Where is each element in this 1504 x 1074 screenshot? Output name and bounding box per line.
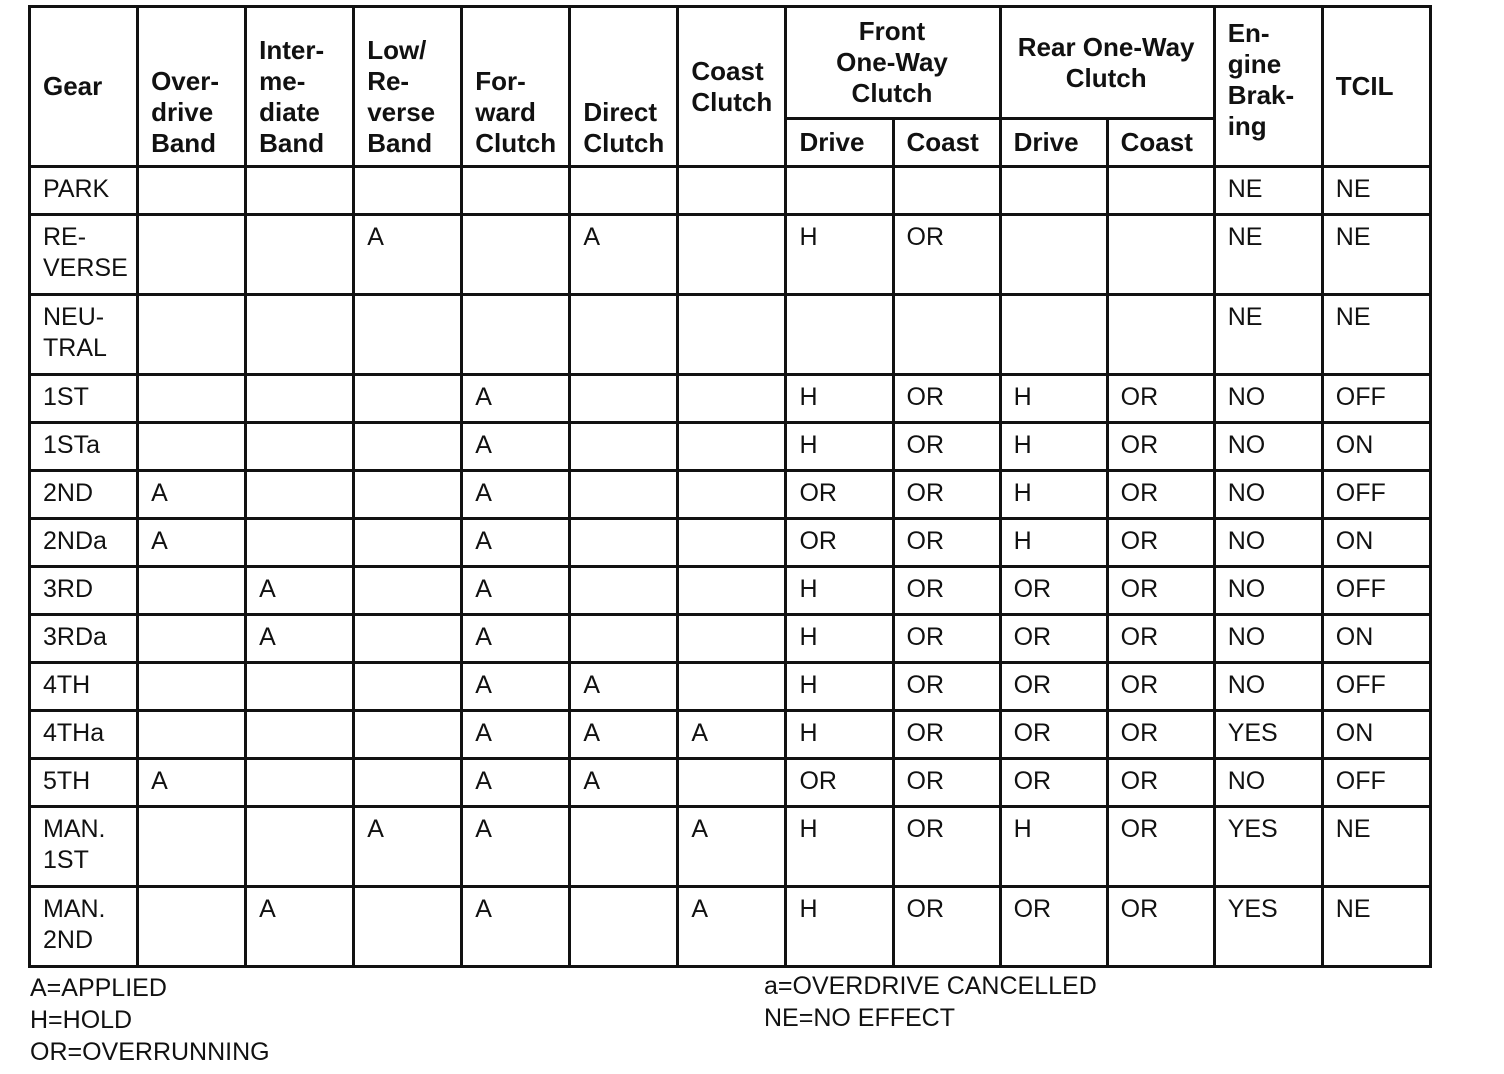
overdrive-band-cell: A: [138, 471, 246, 519]
rear-coast-cell: OR: [1107, 567, 1214, 615]
coast-clutch-cell: [678, 663, 786, 711]
rear-drive-cell: [1000, 295, 1107, 375]
direct-clutch-cell: [570, 471, 678, 519]
rear-coast-cell: OR: [1107, 887, 1214, 967]
tcil-cell: NE: [1322, 215, 1430, 295]
engine-braking-cell: NO: [1214, 615, 1322, 663]
coast-clutch-cell: [678, 375, 786, 423]
tcil-cell: ON: [1322, 711, 1430, 759]
header-front-coast: Coast: [893, 119, 1000, 167]
intermediate-band-cell: [246, 519, 354, 567]
low-reverse-band-cell: [354, 375, 462, 423]
forward-clutch-cell: A: [462, 711, 570, 759]
header-rear-one-way-clutch: Rear One-Way Clutch: [1000, 7, 1214, 119]
header-front-one-way-clutch: Front One-Way Clutch: [786, 7, 1000, 119]
gear-cell: [30, 615, 138, 663]
tcil-cell: OFF: [1322, 471, 1430, 519]
engine-braking-cell: NO: [1214, 663, 1322, 711]
engine-braking-cell: NO: [1214, 471, 1322, 519]
engine-braking-cell: NO: [1214, 519, 1322, 567]
front-coast-cell: OR: [893, 519, 1000, 567]
direct-clutch-cell: [570, 615, 678, 663]
coast-clutch-cell: [678, 471, 786, 519]
front-drive-cell: H: [786, 615, 893, 663]
forward-clutch-cell: A: [462, 423, 570, 471]
low-reverse-band-cell: [354, 887, 462, 967]
rear-coast-cell: OR: [1107, 519, 1214, 567]
table-row: [30, 215, 1431, 295]
legend-no-effect: NE=NO EFFECT: [764, 1004, 955, 1032]
overdrive-band-cell: A: [138, 519, 246, 567]
forward-clutch-cell: A: [462, 887, 570, 967]
direct-clutch-cell: [570, 807, 678, 887]
gear-label: 1ST: [43, 383, 89, 411]
low-reverse-band-cell: A: [354, 807, 462, 887]
direct-clutch-cell: [570, 423, 678, 471]
intermediate-band-cell: [246, 807, 354, 887]
direct-clutch-cell: [570, 295, 678, 375]
front-coast-cell: OR: [893, 215, 1000, 295]
rear-coast-cell: OR: [1107, 423, 1214, 471]
gear-label: 4TH: [43, 671, 91, 699]
intermediate-band-cell: [246, 423, 354, 471]
header-row-top: [30, 7, 1431, 119]
tcil-cell: NE: [1322, 295, 1430, 375]
rear-drive-cell: H: [1000, 807, 1107, 887]
gear-label: MAN. 2ND: [43, 895, 106, 954]
coast-clutch-cell: [678, 423, 786, 471]
rear-drive-cell: [1000, 215, 1107, 295]
coast-clutch-cell: [678, 519, 786, 567]
direct-clutch-cell: A: [570, 759, 678, 807]
overdrive-band-cell: [138, 807, 246, 887]
table-row: [30, 887, 1431, 967]
direct-clutch-cell: [570, 519, 678, 567]
front-coast-cell: OR: [893, 663, 1000, 711]
direct-clutch-cell: [570, 887, 678, 967]
gear-label: NEU- TRAL: [43, 303, 107, 362]
rear-drive-cell: OR: [1000, 615, 1107, 663]
table-row: [30, 615, 1431, 663]
intermediate-band-cell: [246, 663, 354, 711]
engine-braking-cell: YES: [1214, 887, 1322, 967]
gear-cell: [30, 295, 138, 375]
overdrive-band-cell: [138, 423, 246, 471]
front-drive-cell: OR: [786, 471, 893, 519]
table-row: [30, 375, 1431, 423]
header-low-reverse-band: Low/ Re- verse Band: [354, 7, 462, 167]
gear-label: 3RD: [43, 575, 94, 603]
front-coast-cell: OR: [893, 375, 1000, 423]
gear-label: 2ND: [43, 479, 94, 507]
header-forward-clutch: For- ward Clutch: [462, 7, 570, 167]
engine-braking-cell: NE: [1214, 215, 1322, 295]
table-row: [30, 663, 1431, 711]
gear-cell: [30, 807, 138, 887]
overdrive-band-cell: [138, 215, 246, 295]
legend-overrunning: OR=OVERRUNNING: [30, 1038, 270, 1066]
direct-clutch-cell: [570, 567, 678, 615]
tcil-cell: ON: [1322, 519, 1430, 567]
overdrive-band-cell: [138, 375, 246, 423]
engine-braking-cell: NE: [1214, 167, 1322, 215]
front-coast-cell: OR: [893, 759, 1000, 807]
front-coast-cell: OR: [893, 471, 1000, 519]
gear-label: RE- VERSE: [43, 223, 128, 282]
gear-label: 1STa: [43, 431, 100, 459]
engine-braking-cell: NO: [1214, 759, 1322, 807]
header-gear: Gear: [30, 7, 138, 167]
rear-drive-cell: OR: [1000, 759, 1107, 807]
header-intermediate-band: Inter- me- diate Band: [246, 7, 354, 167]
rear-coast-cell: [1107, 167, 1214, 215]
gear-cell: [30, 567, 138, 615]
header-rear-coast: Coast: [1107, 119, 1214, 167]
low-reverse-band-cell: [354, 423, 462, 471]
forward-clutch-cell: [462, 295, 570, 375]
engine-braking-cell: NO: [1214, 567, 1322, 615]
gear-label: PARK: [43, 175, 110, 203]
table-row: [30, 567, 1431, 615]
forward-clutch-cell: A: [462, 471, 570, 519]
forward-clutch-cell: A: [462, 375, 570, 423]
gear-label: 2NDa: [43, 527, 107, 555]
forward-clutch-cell: A: [462, 807, 570, 887]
forward-clutch-cell: [462, 167, 570, 215]
table-row: [30, 807, 1431, 887]
forward-clutch-cell: A: [462, 615, 570, 663]
intermediate-band-cell: A: [246, 615, 354, 663]
low-reverse-band-cell: [354, 663, 462, 711]
front-coast-cell: OR: [893, 711, 1000, 759]
front-coast-cell: [893, 167, 1000, 215]
overdrive-band-cell: [138, 711, 246, 759]
overdrive-band-cell: [138, 887, 246, 967]
rear-drive-cell: OR: [1000, 663, 1107, 711]
gear-cell: [30, 167, 138, 215]
intermediate-band-cell: [246, 295, 354, 375]
gear-cell: [30, 423, 138, 471]
coast-clutch-cell: [678, 615, 786, 663]
low-reverse-band-cell: [354, 711, 462, 759]
engine-braking-cell: YES: [1214, 711, 1322, 759]
coast-clutch-cell: [678, 567, 786, 615]
low-reverse-band-cell: [354, 567, 462, 615]
rear-coast-cell: OR: [1107, 663, 1214, 711]
rear-drive-cell: OR: [1000, 567, 1107, 615]
front-drive-cell: H: [786, 215, 893, 295]
front-coast-cell: OR: [893, 887, 1000, 967]
header-rear-drive: Drive: [1000, 119, 1107, 167]
header-direct-clutch: Direct Clutch: [570, 7, 678, 167]
table-row: [30, 711, 1431, 759]
low-reverse-band-cell: [354, 759, 462, 807]
legend-overdrive-cancelled: a=OVERDRIVE CANCELLED: [764, 972, 1097, 1000]
overdrive-band-cell: [138, 295, 246, 375]
rear-drive-cell: [1000, 167, 1107, 215]
table-row: [30, 759, 1431, 807]
gear-cell: [30, 663, 138, 711]
table-row: [30, 423, 1431, 471]
forward-clutch-cell: A: [462, 663, 570, 711]
forward-clutch-cell: [462, 215, 570, 295]
table-row: [30, 471, 1431, 519]
forward-clutch-cell: A: [462, 567, 570, 615]
rear-coast-cell: [1107, 295, 1214, 375]
forward-clutch-cell: A: [462, 759, 570, 807]
overdrive-band-cell: [138, 567, 246, 615]
direct-clutch-cell: A: [570, 663, 678, 711]
intermediate-band-cell: A: [246, 887, 354, 967]
intermediate-band-cell: [246, 215, 354, 295]
front-drive-cell: H: [786, 567, 893, 615]
tcil-cell: NE: [1322, 887, 1430, 967]
low-reverse-band-cell: [354, 519, 462, 567]
application-table: [28, 5, 1432, 968]
tcil-cell: ON: [1322, 423, 1430, 471]
intermediate-band-cell: A: [246, 567, 354, 615]
front-drive-cell: H: [786, 423, 893, 471]
gear-cell: [30, 887, 138, 967]
gear-label: MAN. 1ST: [43, 815, 106, 874]
table-row: [30, 167, 1431, 215]
tcil-cell: OFF: [1322, 567, 1430, 615]
coast-clutch-cell: [678, 167, 786, 215]
direct-clutch-cell: A: [570, 711, 678, 759]
gear-label: 3RDa: [43, 623, 107, 651]
overdrive-band-cell: [138, 167, 246, 215]
front-drive-cell: H: [786, 807, 893, 887]
gear-cell: [30, 711, 138, 759]
header-engine-braking: En- gine Brak- ing: [1214, 7, 1322, 167]
rear-coast-cell: OR: [1107, 759, 1214, 807]
intermediate-band-cell: [246, 375, 354, 423]
front-coast-cell: OR: [893, 807, 1000, 887]
tcil-cell: NE: [1322, 167, 1430, 215]
tcil-cell: OFF: [1322, 663, 1430, 711]
front-drive-cell: H: [786, 375, 893, 423]
header-front-drive: Drive: [786, 119, 893, 167]
coast-clutch-cell: A: [678, 711, 786, 759]
gear-cell: [30, 215, 138, 295]
front-coast-cell: OR: [893, 615, 1000, 663]
rear-drive-cell: H: [1000, 471, 1107, 519]
front-drive-cell: [786, 167, 893, 215]
engine-braking-cell: NO: [1214, 375, 1322, 423]
table-row: [30, 295, 1431, 375]
coast-clutch-cell: A: [678, 807, 786, 887]
rear-drive-cell: H: [1000, 519, 1107, 567]
header-tcil: TCIL: [1322, 7, 1430, 167]
direct-clutch-cell: [570, 375, 678, 423]
rear-drive-cell: H: [1000, 375, 1107, 423]
engine-braking-cell: NE: [1214, 295, 1322, 375]
tcil-cell: OFF: [1322, 759, 1430, 807]
tcil-cell: ON: [1322, 615, 1430, 663]
tcil-cell: NE: [1322, 807, 1430, 887]
clutch-application-chart: [28, 5, 1432, 968]
coast-clutch-cell: [678, 759, 786, 807]
legend-left: [30, 972, 270, 1068]
rear-coast-cell: OR: [1107, 471, 1214, 519]
gear-label: 5TH: [43, 767, 91, 795]
low-reverse-band-cell: [354, 295, 462, 375]
gear-label: 4THa: [43, 719, 105, 747]
low-reverse-band-cell: [354, 167, 462, 215]
overdrive-band-cell: [138, 663, 246, 711]
overdrive-band-cell: [138, 615, 246, 663]
overdrive-band-cell: A: [138, 759, 246, 807]
gear-cell: [30, 759, 138, 807]
front-coast-cell: [893, 295, 1000, 375]
rear-drive-cell: OR: [1000, 887, 1107, 967]
front-coast-cell: OR: [893, 423, 1000, 471]
intermediate-band-cell: [246, 471, 354, 519]
rear-coast-cell: OR: [1107, 807, 1214, 887]
forward-clutch-cell: A: [462, 519, 570, 567]
gear-cell: [30, 519, 138, 567]
front-drive-cell: H: [786, 711, 893, 759]
rear-drive-cell: H: [1000, 423, 1107, 471]
gear-cell: [30, 471, 138, 519]
rear-coast-cell: OR: [1107, 711, 1214, 759]
intermediate-band-cell: [246, 167, 354, 215]
engine-braking-cell: NO: [1214, 423, 1322, 471]
tcil-cell: OFF: [1322, 375, 1430, 423]
front-drive-cell: OR: [786, 519, 893, 567]
header-coast-clutch: Coast Clutch: [678, 7, 786, 167]
rear-coast-cell: OR: [1107, 375, 1214, 423]
legend-applied: A=APPLIED: [30, 974, 167, 1002]
coast-clutch-cell: A: [678, 887, 786, 967]
intermediate-band-cell: [246, 759, 354, 807]
front-drive-cell: [786, 295, 893, 375]
table-row: [30, 519, 1431, 567]
legend-hold: H=HOLD: [30, 1006, 133, 1034]
coast-clutch-cell: [678, 215, 786, 295]
direct-clutch-cell: [570, 167, 678, 215]
front-drive-cell: H: [786, 887, 893, 967]
gear-cell: [30, 375, 138, 423]
header-overdrive-band: Over- drive Band: [138, 7, 246, 167]
rear-coast-cell: OR: [1107, 615, 1214, 663]
low-reverse-band-cell: [354, 471, 462, 519]
rear-coast-cell: [1107, 215, 1214, 295]
low-reverse-band-cell: A: [354, 215, 462, 295]
front-drive-cell: H: [786, 663, 893, 711]
intermediate-band-cell: [246, 711, 354, 759]
coast-clutch-cell: [678, 295, 786, 375]
front-coast-cell: OR: [893, 567, 1000, 615]
legend-right: [764, 970, 1097, 1034]
front-drive-cell: OR: [786, 759, 893, 807]
low-reverse-band-cell: [354, 615, 462, 663]
table-body: [30, 167, 1431, 967]
engine-braking-cell: YES: [1214, 807, 1322, 887]
direct-clutch-cell: A: [570, 215, 678, 295]
rear-drive-cell: OR: [1000, 711, 1107, 759]
